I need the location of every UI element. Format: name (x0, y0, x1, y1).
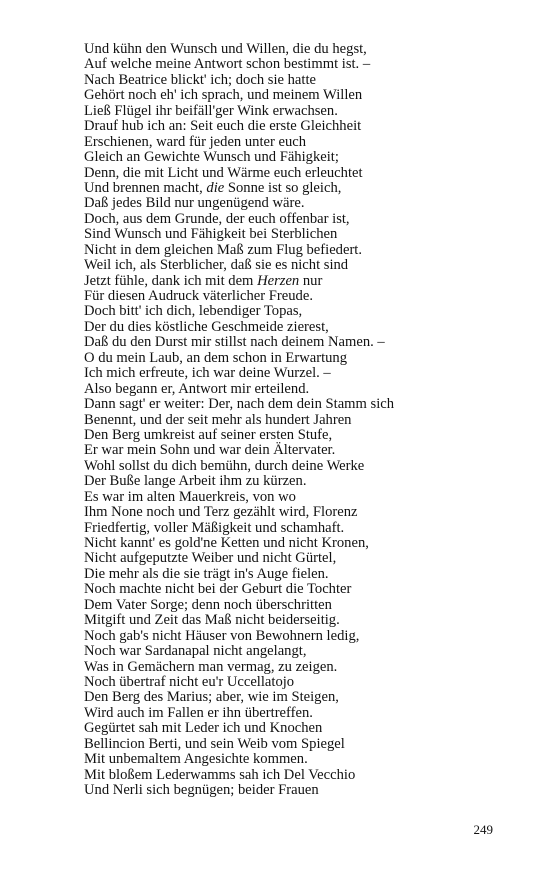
verse-line (84, 629, 514, 644)
verse-text: Drauf hub ich an: Seit euch die erste Gleichheit (84, 118, 362, 135)
verse-line (84, 88, 514, 103)
verse-line (84, 42, 514, 57)
verse-text: Benennt, und der seit mehr als hundert Jahren (84, 411, 352, 428)
verse-line (84, 335, 514, 350)
verse-text: nur (299, 272, 323, 289)
verse-text: Sind Wunsch und Fähigkeit bei Sterblichen (84, 226, 338, 243)
verse-line (84, 783, 514, 798)
verse-text: Er war mein Sohn und war dein Ältervater. (84, 442, 336, 459)
verse-line (84, 690, 514, 705)
verse-line (84, 660, 514, 675)
verse-line (84, 768, 514, 783)
verse-text: Was in Gemächern man vermag, zu zeigen. (84, 658, 338, 675)
verse-text: Und brennen macht, (84, 179, 207, 196)
verse-line (84, 551, 514, 566)
verse-line (84, 57, 514, 72)
verse-line (84, 351, 514, 366)
verse-text: Daß jedes Bild nur ungenügend wäre. (84, 195, 305, 212)
verse-line (84, 459, 514, 474)
verse-line (84, 150, 514, 165)
verse-line (84, 196, 514, 211)
verse-line (84, 582, 514, 597)
page-number: 249 (473, 822, 493, 837)
verse-line (84, 243, 514, 258)
verse-text: Bellincion Berti, und sein Weib vom Spiegel (84, 735, 345, 752)
verse-text: Mitgift und Zeit das Maß nicht beiderseitig. (84, 612, 340, 629)
poem-text (84, 42, 514, 798)
verse-line (84, 258, 514, 273)
verse-text: Sonne ist so gleich, (224, 179, 342, 196)
verse-line (84, 227, 514, 242)
verse-text: Nicht kannt' es gold'ne Ketten und nicht Kronen, (84, 535, 369, 551)
verse-line (84, 490, 514, 505)
verse-text: Gegürtet sah mit Leder ich und Knochen (84, 720, 323, 737)
verse-text: Nicht in dem gleichen Maß zum Flug befiedert. (84, 241, 363, 258)
verse-line (84, 382, 514, 397)
verse-text: O du mein Laub, an dem schon in Erwartung (84, 349, 348, 366)
verse-text: Und kühn den Wunsch und Willen, die du hegst, (84, 41, 367, 57)
verse-line (84, 536, 514, 551)
verse-line (84, 366, 514, 381)
verse-line (84, 505, 514, 520)
verse-text: Doch bitt' ich dich, lebendiger Topas, (84, 303, 303, 320)
verse-text: Daß du den Durst mir stillst nach deinem Namen. – (84, 334, 385, 351)
verse-text: Den Berg des Marius; aber, wie im Steigen, (84, 689, 339, 706)
verse-text: Gleich an Gewichte Wunsch und Fähigkeit; (84, 149, 339, 166)
verse-line (84, 521, 514, 536)
verse-line (84, 320, 514, 335)
verse-line (84, 752, 514, 767)
verse-line (84, 104, 514, 119)
verse-line (84, 73, 514, 88)
verse-line (84, 598, 514, 613)
verse-text: Nach Beatrice blickt' ich; doch sie hatte (84, 71, 316, 88)
verse-line (84, 613, 514, 628)
verse-text: Noch gab's nicht Häuser von Bewohnern ledig, (84, 627, 360, 644)
verse-line (84, 274, 514, 289)
verse-text: Mit bloßem Lederwamms sah ich Del Vecchio (84, 766, 356, 783)
verse-line (84, 721, 514, 736)
verse-text: Noch machte nicht bei der Geburt die Tochter (84, 581, 352, 598)
verse-text: Nicht aufgeputzte Weiber und nicht Gürtel, (84, 550, 337, 567)
verse-text: Also begann er, Antwort mir erteilend. (84, 380, 310, 397)
verse-line (84, 737, 514, 752)
verse-text: Dem Vater Sorge; denn noch überschritten (84, 596, 332, 613)
verse-emphasis: Herzen (257, 272, 300, 289)
verse-text: Dann sagt' er weiter: Der, nach dem dein Stamm sich (84, 396, 395, 413)
verse-text: Ihm None noch und Terz gezählt wird, Florenz (84, 504, 358, 521)
verse-text: Gehört noch eh' ich sprach, und meinem Willen (84, 87, 363, 104)
verse-text: Die mehr als die sie trägt in's Auge fielen. (84, 565, 329, 582)
verse-text: Weil ich, als Sterblicher, daß sie es nicht sind (84, 257, 349, 274)
verse-text: Es war im alten Mauerkreis, von wo (84, 488, 296, 505)
verse-line (84, 567, 514, 582)
verse-text: Ließ Flügel ihr beifäll'ger Wink erwachsen. (84, 102, 338, 119)
verse-line (84, 675, 514, 690)
verse-line (84, 135, 514, 150)
verse-line (84, 443, 514, 458)
verse-text: Denn, die mit Licht und Wärme euch erleuchtet (84, 164, 363, 181)
verse-line (84, 706, 514, 721)
verse-line (84, 212, 514, 227)
verse-text: Friedfertig, voller Mäßigkeit und schamhaft. (84, 519, 345, 536)
verse-text: Für diesen Audruck väterlicher Freude. (84, 288, 313, 304)
verse-text: Ich mich erfreute, ich war deine Wurzel. – (84, 365, 331, 382)
verse-line (84, 289, 514, 304)
verse-text: Doch, aus dem Grunde, der euch offenbar ist, (84, 210, 350, 227)
verse-line (84, 474, 514, 489)
verse-line (84, 119, 514, 134)
verse-text: Der du dies köstliche Geschmeide zierest, (84, 318, 329, 335)
verse-line (84, 166, 514, 181)
verse-emphasis: die (206, 179, 225, 196)
verse-text: Wird auch im Fallen er ihn übertreffen. (84, 704, 313, 721)
verse-line (84, 397, 514, 412)
verse-text: Der Buße lange Arbeit ihm zu kürzen. (84, 473, 307, 490)
verse-text: Noch übertraf nicht eu'r Uccellatojo (84, 673, 295, 690)
verse-line (84, 413, 514, 428)
verse-text: Wohl sollst du dich bemühn, durch deine Werke (84, 457, 365, 474)
verse-line (84, 644, 514, 659)
verse-line (84, 304, 514, 319)
verse-text: Und Nerli sich begnügen; beider Frauen (84, 782, 319, 798)
verse-line (84, 181, 514, 196)
verse-text: Den Berg umkreist auf seiner ersten Stufe, (84, 426, 333, 443)
verse-text: Noch war Sardanapal nicht angelangt, (84, 643, 307, 660)
verse-text: Jetzt fühle, dank ich mit dem (84, 272, 258, 289)
verse-text: Mit unbemaltem Angesichte kommen. (84, 751, 308, 768)
verse-text: Auf welche meine Antwort schon bestimmt ist. – (84, 56, 371, 73)
verse-text: Erschienen, ward für jeden unter euch (84, 133, 307, 150)
